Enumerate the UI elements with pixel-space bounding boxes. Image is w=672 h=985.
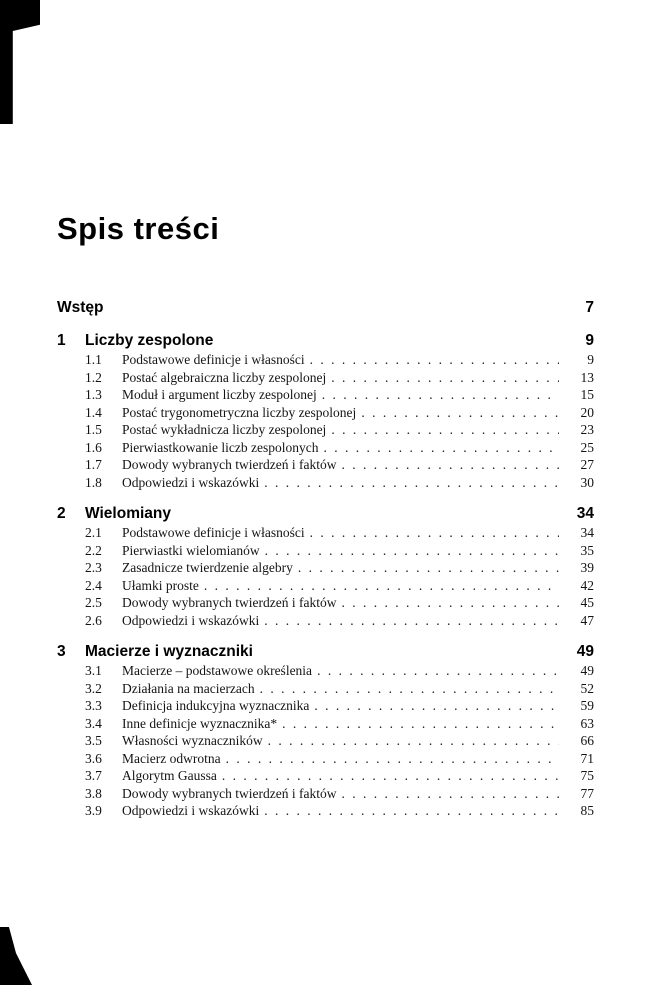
- section-page-number: 25: [580, 439, 594, 455]
- section-page-number: 59: [580, 698, 594, 713]
- preface-label: Wstęp: [57, 299, 104, 316]
- toc-section-row: [57, 732, 594, 750]
- chapter-title: Wielomiany: [85, 505, 171, 522]
- section-page-number: 42: [580, 577, 594, 593]
- toc-section-row: [57, 404, 594, 422]
- section-number: 2.2: [85, 542, 102, 558]
- section-number: 2.6: [85, 612, 102, 628]
- chapter-heading-row: [57, 331, 594, 351]
- section-title: Inne definicje wyznacznika*: [122, 715, 278, 731]
- toc-section-row: [57, 612, 594, 630]
- section-title: Macierze – podstawowe określenia: [122, 663, 313, 678]
- toc-section-row: [57, 559, 594, 577]
- dot-leader: [314, 697, 559, 715]
- section-page-number: 45: [580, 595, 594, 610]
- section-page-number: 34: [580, 525, 594, 540]
- section-number: 1.2: [85, 369, 102, 385]
- section-title: Odpowiedzi i wskazówki: [122, 803, 260, 818]
- chapter-number: 3: [57, 643, 66, 660]
- section-page-number: 35: [580, 542, 594, 558]
- toc-section-row: [57, 577, 594, 595]
- section-page-number: 63: [580, 715, 594, 731]
- scan-artifact-bottom-edge: [0, 927, 32, 985]
- toc-section-row: [57, 594, 594, 612]
- toc-preface-row: [57, 298, 594, 318]
- section-title: Dowody wybranych twierdzeń i faktów: [122, 785, 337, 801]
- toc-section-row: [57, 542, 594, 560]
- section-number: 1.8: [85, 474, 102, 490]
- dot-leader: [264, 802, 559, 820]
- toc-section-row: [57, 750, 594, 768]
- section-title: Dowody wybranych twierdzeń i faktów: [122, 595, 337, 610]
- section-number: 3.9: [85, 803, 102, 818]
- section-number: 2.3: [85, 560, 102, 575]
- section-page-number: 39: [580, 560, 594, 575]
- section-page-number: 47: [580, 612, 594, 628]
- chapter-page-number: 34: [576, 505, 594, 522]
- toc-section-row: [57, 680, 594, 698]
- section-number: 3.1: [85, 663, 102, 678]
- section-title: Algorytm Gaussa: [122, 768, 217, 783]
- section-title: Działania na macierzach: [122, 680, 255, 696]
- section-title: Postać wykładnicza liczby zespolonej: [122, 422, 327, 437]
- section-page-number: 49: [580, 663, 594, 678]
- section-number: 3.4: [85, 715, 102, 731]
- dot-leader: [282, 715, 559, 733]
- dot-leader: [264, 474, 559, 492]
- chapter-title: Liczby zespolone: [85, 332, 214, 349]
- dot-leader: [222, 767, 559, 785]
- section-title: Postać algebraiczna liczby zespolonej: [122, 369, 327, 385]
- toc-section-row: [57, 386, 594, 404]
- section-number: 2.5: [85, 595, 102, 610]
- dot-leader: [268, 732, 559, 750]
- scan-artifact-top-edge: [0, 0, 40, 124]
- section-number: 3.7: [85, 768, 102, 783]
- chapter-page-number: 49: [576, 643, 594, 660]
- section-page-number: 77: [580, 785, 594, 801]
- section-page-number: 66: [580, 733, 594, 748]
- section-number: 2.1: [85, 525, 102, 540]
- chapter-heading-row: [57, 504, 594, 524]
- dot-leader: [310, 351, 559, 369]
- dot-leader: [310, 524, 559, 542]
- toc-chapter-2: [57, 504, 594, 629]
- section-number: 3.2: [85, 680, 102, 696]
- section-number: 1.5: [85, 422, 102, 437]
- section-number: 1.3: [85, 387, 102, 402]
- toc-section-row: [57, 767, 594, 785]
- chapter-page-number: 9: [585, 332, 594, 349]
- toc-section-row: [57, 802, 594, 820]
- section-page-number: 27: [580, 457, 594, 472]
- section-number: 3.3: [85, 698, 102, 713]
- section-page-number: 85: [580, 803, 594, 818]
- section-title: Postać trygonometryczna liczby zespolonej: [122, 404, 357, 420]
- dot-leader: [322, 386, 559, 404]
- section-number: 1.7: [85, 457, 102, 472]
- dot-leader: [264, 612, 559, 630]
- section-number: 1.4: [85, 404, 102, 420]
- chapter-number: 2: [57, 505, 66, 522]
- section-title: Moduł i argument liczby zespolonej: [122, 387, 317, 402]
- section-title: Definicja indukcyjna wyznacznika: [122, 698, 310, 713]
- dot-leader: [298, 559, 559, 577]
- dot-leader: [260, 680, 559, 698]
- section-title: Macierz odwrotna: [122, 750, 221, 766]
- section-title: Pierwiastkowanie liczb zespolonych: [122, 439, 319, 455]
- section-title: Własności wyznaczników: [122, 733, 263, 748]
- section-page-number: 9: [587, 352, 594, 367]
- toc-section-row: [57, 439, 594, 457]
- page-title: Spis treści: [57, 210, 220, 246]
- section-number: 1.6: [85, 439, 102, 455]
- toc-section-row: [57, 524, 594, 542]
- toc-section-row: [57, 715, 594, 733]
- dot-leader: [361, 404, 559, 422]
- dot-leader: [341, 594, 559, 612]
- section-title: Pierwiastki wielomianów: [122, 542, 260, 558]
- dot-leader: [265, 542, 559, 560]
- section-page-number: 15: [580, 387, 594, 402]
- dot-leader: [226, 750, 559, 768]
- chapter-title: Macierze i wyznaczniki: [85, 643, 253, 660]
- section-page-number: 23: [580, 422, 594, 437]
- section-page-number: 52: [580, 680, 594, 696]
- toc-chapter-1: [57, 331, 594, 491]
- section-title: Ułamki proste: [122, 577, 199, 593]
- dot-leader: [331, 369, 559, 387]
- dot-leader: [323, 439, 559, 457]
- table-of-contents: [57, 298, 594, 820]
- toc-section-row: [57, 421, 594, 439]
- section-title: Podstawowe definicje i własności: [122, 525, 305, 540]
- dot-leader: [331, 421, 559, 439]
- dot-leader: [204, 577, 559, 595]
- toc-chapter-3: [57, 642, 594, 820]
- preface-page-number: 7: [585, 299, 594, 316]
- section-page-number: 71: [580, 750, 594, 766]
- section-page-number: 30: [580, 474, 594, 490]
- section-number: 1.1: [85, 352, 102, 367]
- toc-section-row: [57, 351, 594, 369]
- section-number: 3.6: [85, 750, 102, 766]
- toc-section-row: [57, 662, 594, 680]
- dot-leader: [341, 456, 559, 474]
- toc-section-row: [57, 785, 594, 803]
- section-page-number: 20: [580, 404, 594, 420]
- section-title: Odpowiedzi i wskazówki: [122, 474, 260, 490]
- toc-section-row: [57, 474, 594, 492]
- section-page-number: 75: [580, 768, 594, 783]
- section-title: Odpowiedzi i wskazówki: [122, 612, 260, 628]
- toc-section-row: [57, 456, 594, 474]
- chapter-number: 1: [57, 332, 66, 349]
- toc-section-row: [57, 369, 594, 387]
- dot-leader: [317, 662, 559, 680]
- section-number: 3.8: [85, 785, 102, 801]
- dot-leader: [341, 785, 559, 803]
- toc-section-row: [57, 697, 594, 715]
- section-number: 2.4: [85, 577, 102, 593]
- chapter-heading-row: [57, 642, 594, 662]
- section-title: Zasadnicze twierdzenie algebry: [122, 560, 293, 575]
- section-number: 3.5: [85, 733, 102, 748]
- section-title: Dowody wybranych twierdzeń i faktów: [122, 457, 337, 472]
- section-title: Podstawowe definicje i własności: [122, 352, 305, 367]
- section-page-number: 13: [580, 369, 594, 385]
